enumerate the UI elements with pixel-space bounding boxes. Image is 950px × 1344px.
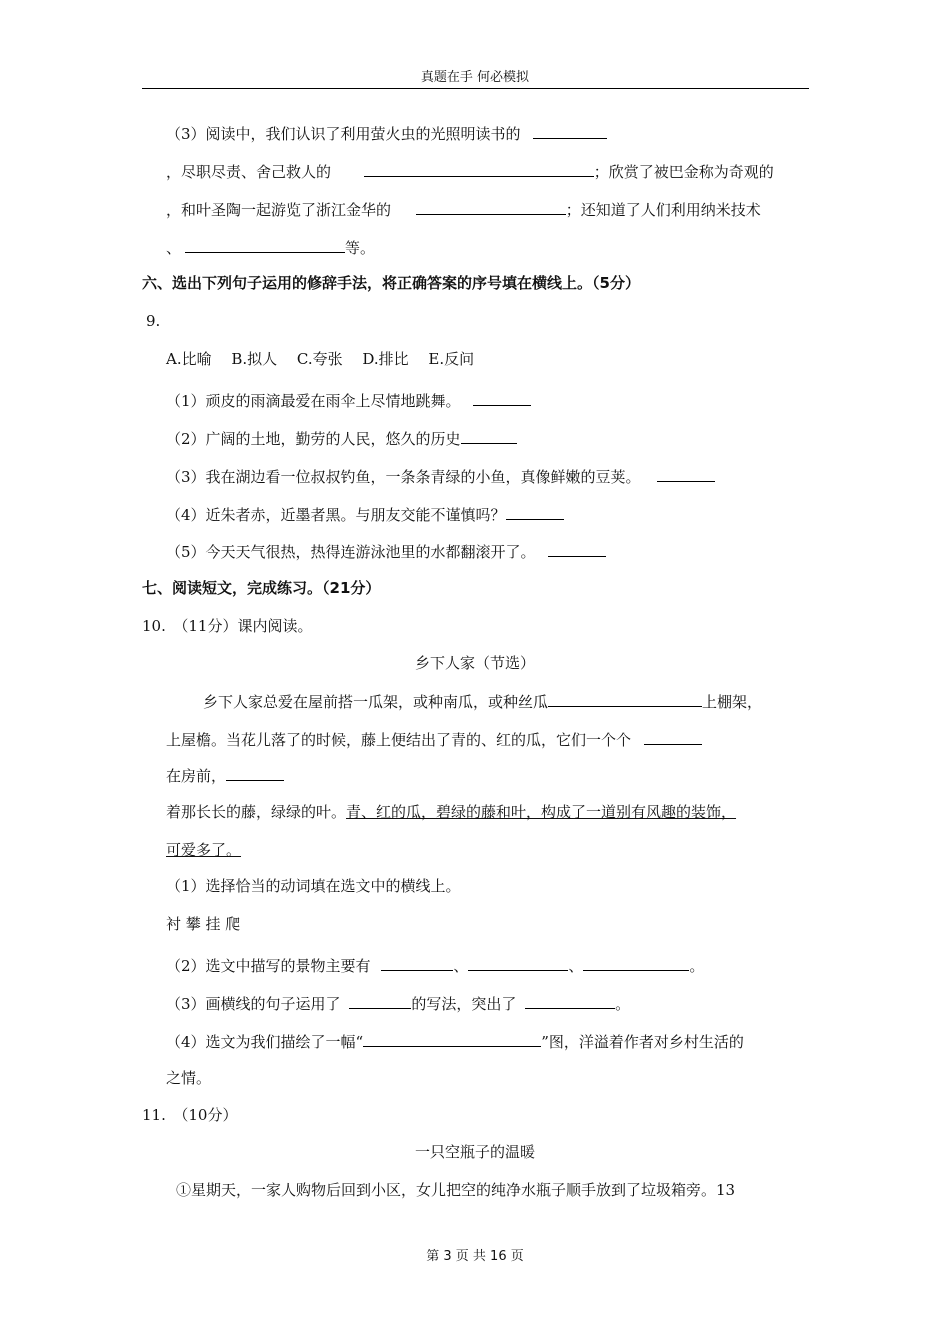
- q10-sub-4-line2: 之情。: [166, 1069, 212, 1087]
- underlined-sentence: 青、红的瓜，碧绿的藤和叶，构成了一道别有风趣的装饰，: [346, 803, 737, 821]
- answer-blank[interactable]: [416, 198, 566, 215]
- answer-blank[interactable]: [657, 465, 715, 482]
- answer-blank[interactable]: [525, 992, 615, 1009]
- q9-item-4: （4）近朱者赤，近墨者黑。与朋友交能不谨慎吗？: [166, 503, 564, 526]
- q8-3-line1: （3）阅读中，我们认识了利用萤火虫的光照明读书的: [166, 122, 607, 145]
- answer-blank[interactable]: [363, 1030, 541, 1047]
- answer-blank[interactable]: [461, 427, 517, 444]
- passage-2-title: 一只空瓶子的温暖: [414, 1143, 535, 1161]
- answer-blank[interactable]: [381, 954, 453, 971]
- header-divider: [142, 88, 809, 89]
- answer-blank[interactable]: [583, 954, 689, 971]
- answer-blank[interactable]: [226, 764, 284, 781]
- answer-blank[interactable]: [349, 992, 411, 1009]
- q8-3-line2: ，尽职尽责、舍己救人的 ；欣赏了被巴金称为奇观的: [166, 160, 774, 183]
- q8-3-line3: ，和叶圣陶一起游览了浙江金华的 ；还知道了人们利用纳米技术: [166, 198, 761, 221]
- q9-item-2: （2）广阔的土地，勤劳的人民，悠久的历史: [166, 427, 517, 450]
- passage-line-1: 乡下人家总爱在屋前搭一瓜架，或种南瓜，或种丝瓜 上棚架，: [203, 690, 762, 713]
- passage-line-5: [166, 839, 241, 861]
- q10-sub-4: （4）选文为我们描绘了一幅“ ”图，洋溢着作者对乡村生活的: [166, 1030, 744, 1053]
- answer-blank[interactable]: [644, 728, 702, 745]
- page-footer: 第 3 页 共 16 页: [426, 1249, 524, 1264]
- question-11-heading: 11. （10分）: [142, 1106, 238, 1124]
- passage-line-3: 在房前，: [166, 764, 284, 787]
- q8-3-line4: 、 等。: [166, 236, 375, 259]
- answer-blank[interactable]: [468, 954, 568, 971]
- answer-blank[interactable]: [185, 236, 345, 253]
- question-10-heading: 10. （11分）课内阅读。: [142, 617, 313, 635]
- answer-blank[interactable]: [506, 503, 564, 520]
- passage-2-line-1: ①星期天，一家人购物后回到小区，女儿把空的纯净水瓶子顺手放到了垃圾箱旁。13: [176, 1181, 736, 1199]
- q9-item-3: （3）我在湖边看一位叔叔钓鱼，一条条青绿的小鱼，真像鲜嫩的豆荚。: [166, 465, 715, 488]
- q9-item-1: （1）顽皮的雨滴最爱在雨伞上尽情地跳舞。: [166, 389, 531, 412]
- answer-blank[interactable]: [548, 540, 606, 557]
- underlined-sentence-end: 可爱多了。: [166, 841, 242, 859]
- question-9-number: 9.: [146, 312, 161, 330]
- answer-blank[interactable]: [473, 389, 531, 406]
- section-7-title: 七、阅读短文，完成练习。（21分）: [142, 579, 381, 597]
- q10-sub-2: （2）选文中描写的景物主要有 、 、 。: [166, 954, 704, 977]
- verb-options: 衬 攀 挂 爬: [166, 915, 241, 933]
- answer-blank[interactable]: [364, 160, 594, 177]
- answer-blank[interactable]: [533, 122, 607, 139]
- rhetoric-options: A.比喻 B.拟人 C.夸张 D.排比 E.反问: [166, 350, 475, 368]
- q10-sub-1: （1）选择恰当的动词填在选文中的横线上。: [166, 877, 461, 895]
- passage-line-4: 着那长长的藤，绿绿的叶。青、红的瓜，碧绿的藤和叶，构成了一道别有风趣的装饰，: [166, 803, 737, 821]
- q10-sub-3: （3）画横线的句子运用了 的写法，突出了 。: [166, 992, 630, 1015]
- answer-blank[interactable]: [548, 690, 702, 707]
- section-6-title: 六、选出下列句子运用的修辞手法，将正确答案的序号填在横线上。（5分）: [142, 274, 640, 292]
- passage-line-2: 上屋檐。当花儿落了的时候，藤上便结出了青的、红的瓜，它们一个个: [166, 728, 702, 751]
- page-header: 真题在手 何必模拟: [420, 70, 530, 85]
- passage-title: 乡下人家（节选）: [414, 654, 535, 672]
- q9-item-5: （5）今天天气很热，热得连游泳池里的水都翻滚开了。: [166, 540, 606, 563]
